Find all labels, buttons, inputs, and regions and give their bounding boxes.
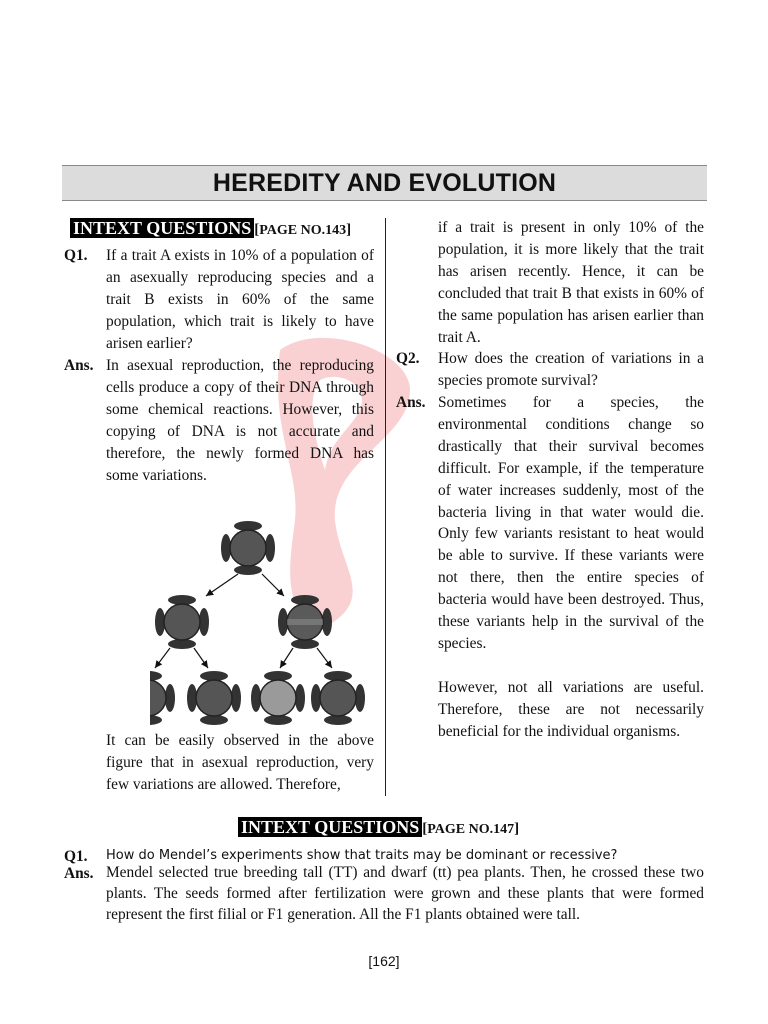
q1-answer-continued-left: It can be easily observed in the above figure that in asexual reproduction, very few variations are allowed. Therefore, — [106, 732, 374, 793]
answer-label: Ans. — [64, 865, 94, 882]
question-text: If a trait A exists in 10% of a population of an asexually reproducing species and a trait B exists in 60% of the same population, which trait is likely to have arisen earlier? — [106, 247, 374, 352]
answer-text: Sometimes for a species, the environmental conditions change so drastically that their survival becomes difficult. For example, if the temperature of water increases suddenly, most of the bacteria living in that water would die. Only few variants resistant to heat would be able to survive. If these variants were not there, then the entire species of bacteria would have been destroyed. Thus, these variants help in the survival of the species. — [438, 394, 704, 652]
question-label: Q1. — [64, 848, 88, 865]
section-heading-label: INTEXT QUESTIONS — [70, 218, 254, 238]
section-heading-label: INTEXT QUESTIONS — [238, 817, 422, 837]
section-heading-1: INTEXT QUESTIONS [PAGE NO.143] — [70, 218, 351, 239]
page-reference: PAGE NO.147 — [427, 822, 515, 837]
answer-label: Ans. — [64, 357, 94, 374]
page-reference: PAGE NO.143 — [259, 223, 347, 238]
section-heading-2: INTEXT QUESTIONS [PAGE NO.147] — [238, 817, 519, 838]
answer-text: In asexual reproduction, the reproducing cells produce a copy of their DNA through some chemical reactions. However, this copying of DNA is not accurate and therefore, the newly formed DNA has some variations. — [106, 357, 374, 484]
answer-text: Mendel selected true breeding tall (TT) and dwarf (tt) pea plants. Then, he crossed these two plants. The seeds formed after fertilization were grown and these plants that were formed represent the first filial or F1 generation. All the F1 plants obtained were tall. — [106, 864, 704, 923]
title-bar — [62, 165, 707, 201]
answer-text-2: However, not all variations are useful. Therefore, these are not necessarily beneficial for the individual organisms. — [438, 679, 704, 740]
answer-label: Ans. — [396, 394, 426, 411]
q2-block — [0, 348, 768, 748]
question-text: How do Mendel’s experiments show that traits may be dominant or recessive? — [106, 848, 618, 863]
question-text: How does the creation of variations in a species promote survival? — [438, 350, 704, 389]
question-label: Q2. — [396, 350, 420, 367]
question-label: Q1. — [64, 247, 88, 264]
q1-answer-continued-right: if a trait is present in only 10% of the population, it is more likely that the trait has arisen recently. Hence, it can be concluded that trait B that exists in 60% of the same population has arisen earlier than trait A. — [438, 219, 704, 346]
page-number: [162] — [368, 953, 400, 969]
page-title: HEREDITY AND EVOLUTION — [212, 168, 557, 197]
q3-block — [0, 846, 768, 936]
